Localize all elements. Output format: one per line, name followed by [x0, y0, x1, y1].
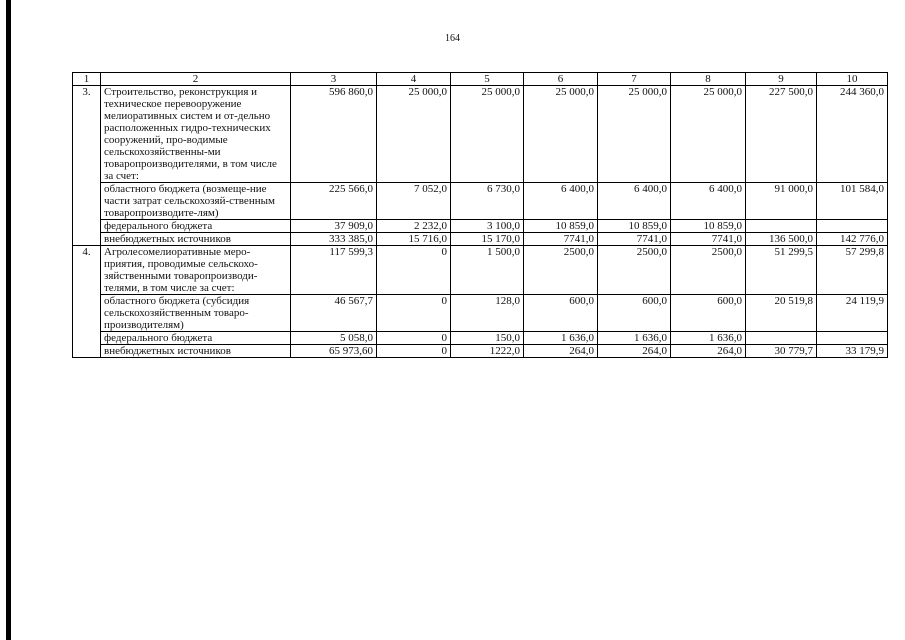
value-cell: 7741,0	[671, 233, 746, 246]
value-cell: 600,0	[524, 295, 598, 332]
value-cell: 117 599,3	[291, 246, 377, 295]
value-cell: 7741,0	[598, 233, 671, 246]
value-cell: 6 400,0	[598, 183, 671, 220]
value-cell	[746, 332, 817, 345]
value-cell: 0	[377, 345, 451, 358]
value-cell: 1 500,0	[451, 246, 524, 295]
value-cell: 0	[377, 332, 451, 345]
value-cell: 10 859,0	[524, 220, 598, 233]
table-row	[73, 246, 888, 295]
value-cell: 30 779,7	[746, 345, 817, 358]
value-cell: 1 636,0	[524, 332, 598, 345]
header-cell: 9	[746, 73, 817, 86]
value-cell: 65 973,60	[291, 345, 377, 358]
value-cell: 244 360,0	[817, 86, 888, 183]
value-cell: 150,0	[451, 332, 524, 345]
value-cell: 24 119,9	[817, 295, 888, 332]
budget-table	[72, 72, 888, 358]
header-cell: 8	[671, 73, 746, 86]
row-description: федерального бюджета	[101, 220, 291, 233]
value-cell: 225 566,0	[291, 183, 377, 220]
value-cell: 2500,0	[671, 246, 746, 295]
row-index: 4.	[73, 246, 101, 358]
value-cell: 600,0	[598, 295, 671, 332]
value-cell: 136 500,0	[746, 233, 817, 246]
table-row	[73, 220, 888, 233]
value-cell: 10 859,0	[671, 220, 746, 233]
value-cell: 264,0	[671, 345, 746, 358]
value-cell: 5 058,0	[291, 332, 377, 345]
value-cell: 1 636,0	[598, 332, 671, 345]
value-cell: 264,0	[598, 345, 671, 358]
header-cell: 5	[451, 73, 524, 86]
value-cell: 600,0	[671, 295, 746, 332]
row-description: внебюджетных источников	[101, 233, 291, 246]
value-cell: 6 400,0	[524, 183, 598, 220]
header-cell: 1	[73, 73, 101, 86]
value-cell: 142 776,0	[817, 233, 888, 246]
value-cell: 264,0	[524, 345, 598, 358]
value-cell: 333 385,0	[291, 233, 377, 246]
value-cell: 51 299,5	[746, 246, 817, 295]
value-cell: 0	[377, 295, 451, 332]
page-edge-bar	[6, 0, 11, 640]
value-cell: 15 716,0	[377, 233, 451, 246]
value-cell: 6 730,0	[451, 183, 524, 220]
row-description: областного бюджета (субсидия сельскохозяйственным товаро-производителям)	[101, 295, 291, 332]
value-cell: 596 860,0	[291, 86, 377, 183]
value-cell	[817, 332, 888, 345]
value-cell: 128,0	[451, 295, 524, 332]
value-cell: 25 000,0	[598, 86, 671, 183]
row-description: областного бюджета (возмеще-ние части затрат сельскохозяй-ственным товаропроизводите-лям)	[101, 183, 291, 220]
table-row	[73, 295, 888, 332]
header-cell: 4	[377, 73, 451, 86]
value-cell: 0	[377, 246, 451, 295]
value-cell: 2 232,0	[377, 220, 451, 233]
header-cell: 7	[598, 73, 671, 86]
table-row	[73, 86, 888, 183]
row-description: внебюджетных источников	[101, 345, 291, 358]
header-cell: 2	[101, 73, 291, 86]
value-cell: 91 000,0	[746, 183, 817, 220]
row-description: Строительство, реконструкция и техническое перевооружение мелиоративных систем и от-дельно расположенных гидро-технических сооружений, про-водимые сельскохозяйственны-ми товаропроизводителями, в том числе за счет:	[101, 86, 291, 183]
value-cell: 1222,0	[451, 345, 524, 358]
value-cell: 6 400,0	[671, 183, 746, 220]
value-cell: 25 000,0	[377, 86, 451, 183]
table-row	[73, 233, 888, 246]
value-cell: 227 500,0	[746, 86, 817, 183]
header-cell: 10	[817, 73, 888, 86]
table-row	[73, 332, 888, 345]
table-row	[73, 183, 888, 220]
value-cell: 3 100,0	[451, 220, 524, 233]
row-index: 3.	[73, 86, 101, 246]
value-cell: 10 859,0	[598, 220, 671, 233]
value-cell: 20 519,8	[746, 295, 817, 332]
table-row	[73, 345, 888, 358]
value-cell	[746, 220, 817, 233]
value-cell: 1 636,0	[671, 332, 746, 345]
page-number: 164	[445, 33, 460, 44]
header-cell: 6	[524, 73, 598, 86]
value-cell	[817, 220, 888, 233]
header-row	[73, 73, 888, 86]
header-cell: 3	[291, 73, 377, 86]
value-cell: 46 567,7	[291, 295, 377, 332]
row-description: федерального бюджета	[101, 332, 291, 345]
value-cell: 2500,0	[598, 246, 671, 295]
value-cell: 25 000,0	[451, 86, 524, 183]
value-cell: 25 000,0	[524, 86, 598, 183]
value-cell: 7 052,0	[377, 183, 451, 220]
value-cell: 15 170,0	[451, 233, 524, 246]
value-cell: 33 179,9	[817, 345, 888, 358]
row-description: Агролесомелиоративные меро-приятия, проводимые сельскохо-зяйственными товаропроизводи-телями, в том числе за счет:	[101, 246, 291, 295]
value-cell: 101 584,0	[817, 183, 888, 220]
value-cell: 7741,0	[524, 233, 598, 246]
value-cell: 2500,0	[524, 246, 598, 295]
value-cell: 37 909,0	[291, 220, 377, 233]
value-cell: 57 299,8	[817, 246, 888, 295]
value-cell: 25 000,0	[671, 86, 746, 183]
